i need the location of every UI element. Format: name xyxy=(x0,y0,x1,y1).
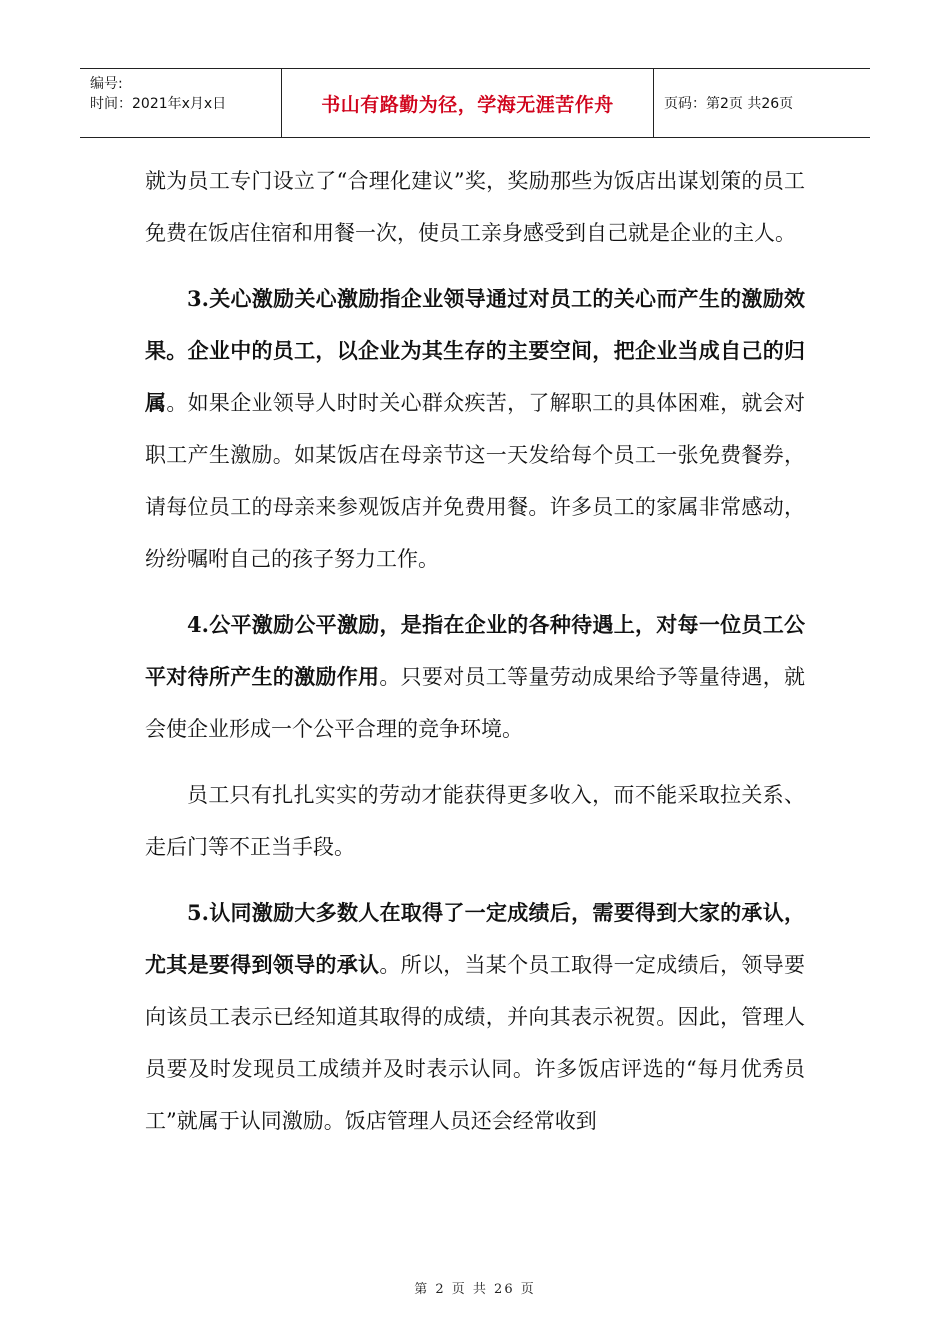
header-number-label: 编号: xyxy=(90,76,123,92)
paragraph-fairness-incentive-rest: 。只要对员工等量劳动成果给予等量待遇，就会使企业形成一个公平合理的竞争环境。 xyxy=(145,665,806,741)
header-meta xyxy=(80,69,282,137)
document-header xyxy=(80,68,870,138)
paragraph-1-text: 就为员工专门设立了“合理化建议”奖，奖励那些为饭店出谋划策的员工免费在饭店住宿和用餐一次，使员工亲身感受到自己就是企业的主人。 xyxy=(145,169,805,245)
page-footer xyxy=(0,1278,950,1297)
paragraph-recognition-incentive xyxy=(145,887,805,1147)
paragraph-recognition-incentive-rest: 。所以，当某个员工取得一定成绩后，领导要向该员工表示已经知道其取得的成绩，并向其表示祝贺。因此，管理人员要及时发现员工成绩并及时表示认同。许多饭店评选的“每月优秀员工”就属于认同激励。饭店管理人员还会经常收到 xyxy=(145,953,806,1133)
paragraph-4-text: 员工只有扎扎实实的劳动才能获得更多收入，而不能采取拉关系、走后门等不正当手段。 xyxy=(145,783,805,859)
paragraph-fairness-incentive xyxy=(145,599,805,755)
header-page-info: 页码：第2页 共26页 xyxy=(664,96,794,112)
paragraph-care-incentive-bold: 3.关心激励关心激励指企业领导通过对员工的关心而产生的激励效果。企业中的员工，以企业为其生存的主要空间，把企业当成自己的归属 xyxy=(145,286,805,415)
document-body xyxy=(145,155,805,1147)
header-motto: 书山有路勤为径，学海无涯苦作舟 xyxy=(321,93,614,116)
footer-page-number: 第 2 页 共 26 页 xyxy=(414,1282,536,1297)
paragraph-1 xyxy=(145,155,805,259)
header-page-info-cell xyxy=(654,69,870,137)
header-time-label: 时间：2021年x月x日 xyxy=(90,96,227,112)
header-motto-cell xyxy=(282,69,654,137)
paragraph-recognition-incentive-bold: 5.认同激励大多数人在取得了一定成绩后，需要得到大家的承认，尤其是要得到领导的承认 xyxy=(145,900,805,977)
paragraph-care-incentive xyxy=(145,273,805,585)
paragraph-fairness-incentive-bold: 4.公平激励公平激励，是指在企业的各种待遇上，对每一位员工公平对待所产生的激励作用 xyxy=(145,612,805,689)
paragraph-care-incentive-rest: 。如果企业领导人时时关心群众疾苦，了解职工的具体困难，就会对职工产生激励。如某饭店在母亲节这一天发给每个员工一张免费餐券，请每位员工的母亲来参观饭店并免费用餐。许多员工的家属非常感动，纷纷嘱咐自己的孩子努力工作。 xyxy=(145,391,806,571)
paragraph-4 xyxy=(145,769,805,873)
